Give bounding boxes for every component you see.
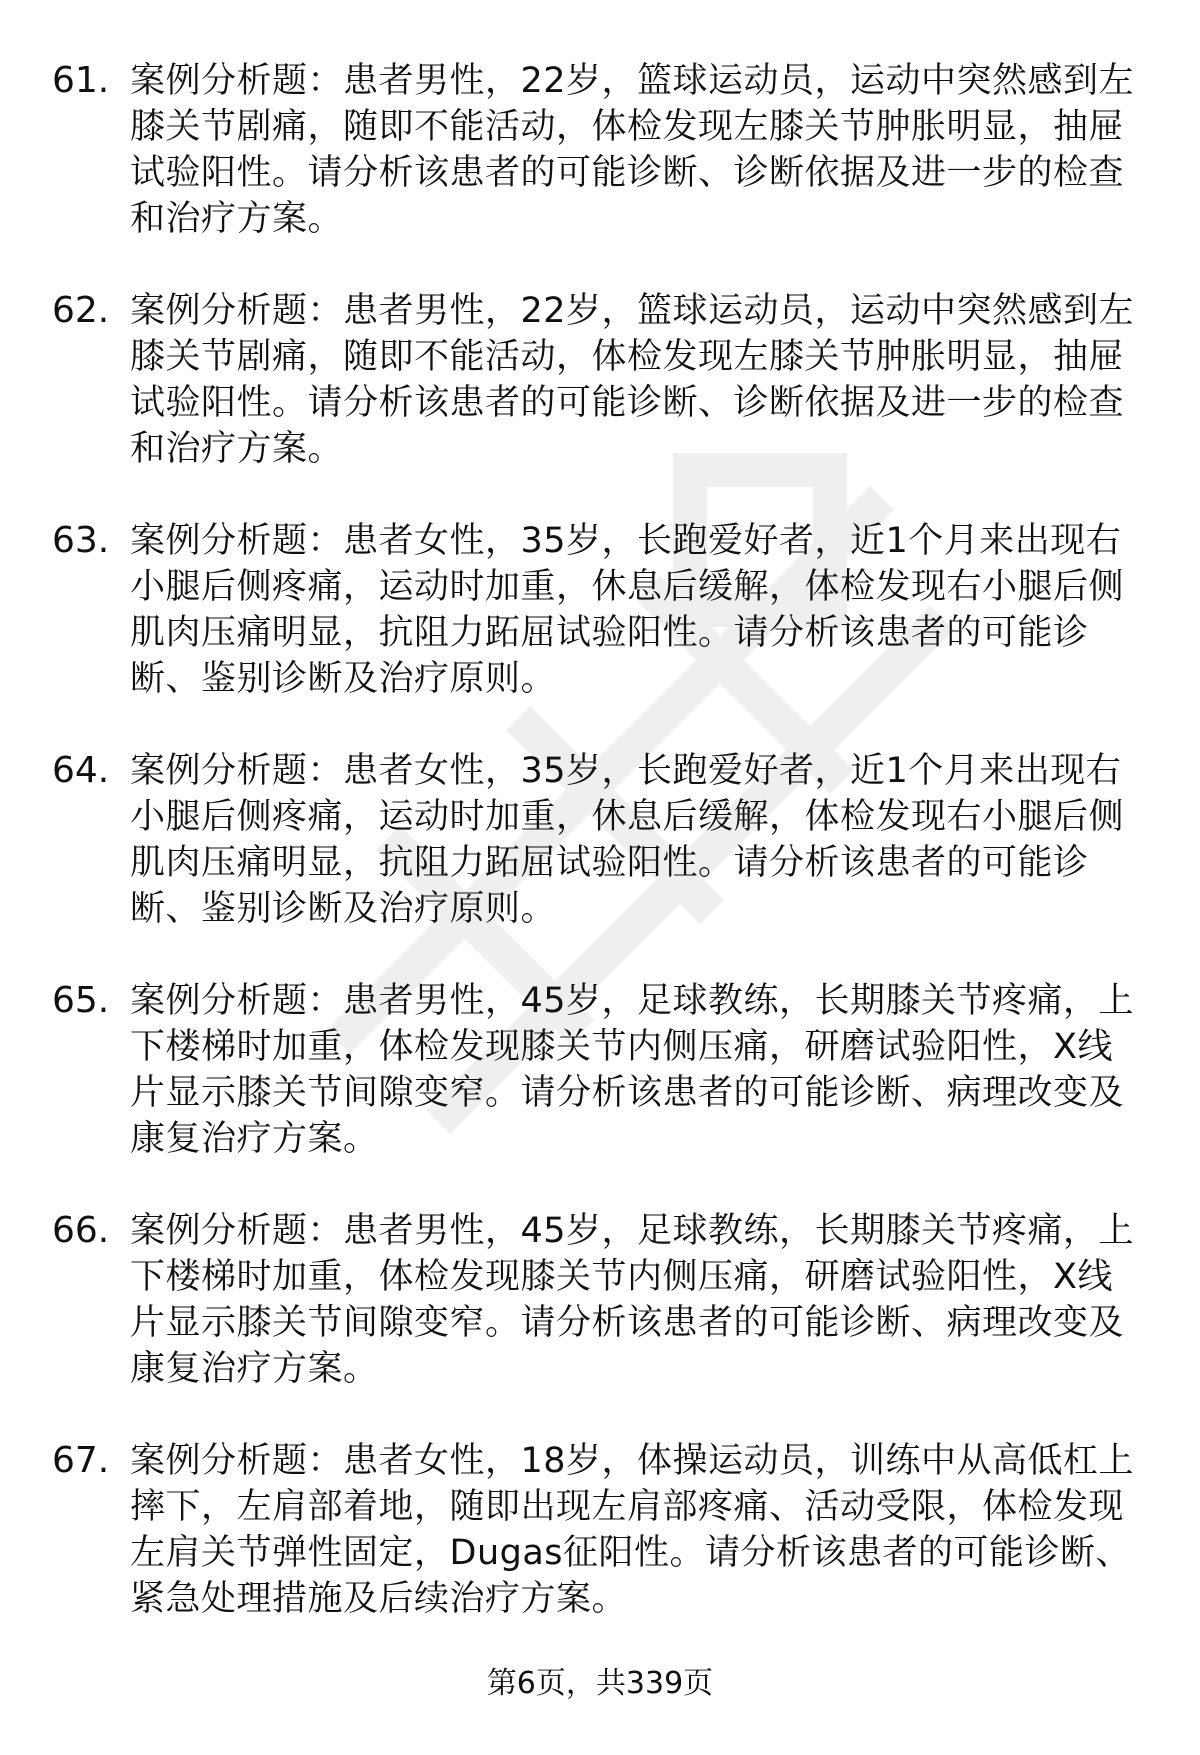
page-footer: 第6页，共339页: [486, 1666, 714, 1701]
question-text: 案例分析题：患者男性，22岁，篮球运动员，运动中突然感到左膝关节剧痛，随即不能活动，体检发现左膝关节肿胀明显，抽屉试验阳性。请分析该患者的可能诊断、诊断依据及进一步的检查和治疗方案。: [130, 291, 1135, 469]
question-item: [52, 748, 1152, 978]
question-text: 案例分析题：患者男性，45岁，足球教练，长期膝关节疼痛，上下楼梯时加重，体检发现膝关节内侧压痛，研磨试验阳性，X线片显示膝关节间隙变窄。请分析该患者的可能诊断、病理改变及康复治疗方案。: [130, 1211, 1135, 1389]
question-item: [52, 978, 1152, 1208]
question-number: 63.: [52, 520, 110, 561]
question-item: [52, 1438, 1152, 1668]
question-list: [52, 58, 1152, 1668]
question-number: 61.: [52, 60, 110, 101]
question-item: [52, 58, 1152, 288]
question-text: 案例分析题：患者女性，18岁，体操运动员，训练中从高低杠上摔下，左肩部着地，随即出现左肩部疼痛、活动受限，体检发现左肩关节弹性固定，Dugas征阳性。请分析该患者的可能诊断、紧急处理措施及后续治疗方案。: [130, 1441, 1135, 1619]
question-item: [52, 288, 1152, 518]
question-text: 案例分析题：患者男性，22岁，篮球运动员，运动中突然感到左膝关节剧痛，随即不能活动，体检发现左膝关节肿胀明显，抽屉试验阳性。请分析该患者的可能诊断、诊断依据及进一步的检查和治疗方案。: [130, 61, 1135, 239]
question-number: 64.: [52, 750, 110, 791]
question-number: 62.: [52, 290, 110, 331]
question-item: [52, 1208, 1152, 1438]
question-number: 66.: [52, 1210, 110, 1251]
question-text: 案例分析题：患者女性，35岁，长跑爱好者，近1个月来出现右小腿后侧疼痛，运动时加重，休息后缓解，体检发现右小腿后侧肌肉压痛明显，抗阻力跖屈试验阳性。请分析该患者的可能诊断、鉴别诊断及治疗原则。: [130, 521, 1125, 699]
question-number: 67.: [52, 1440, 110, 1481]
question-number: 65.: [52, 980, 110, 1021]
question-item: [52, 518, 1152, 748]
question-text: 案例分析题：患者女性，35岁，长跑爱好者，近1个月来出现右小腿后侧疼痛，运动时加重，休息后缓解，体检发现右小腿后侧肌肉压痛明显，抗阻力跖屈试验阳性。请分析该患者的可能诊断、鉴别诊断及治疗原则。: [130, 751, 1125, 929]
question-text: 案例分析题：患者男性，45岁，足球教练，长期膝关节疼痛，上下楼梯时加重，体检发现膝关节内侧压痛，研磨试验阳性，X线片显示膝关节间隙变窄。请分析该患者的可能诊断、病理改变及康复治疗方案。: [130, 981, 1135, 1159]
